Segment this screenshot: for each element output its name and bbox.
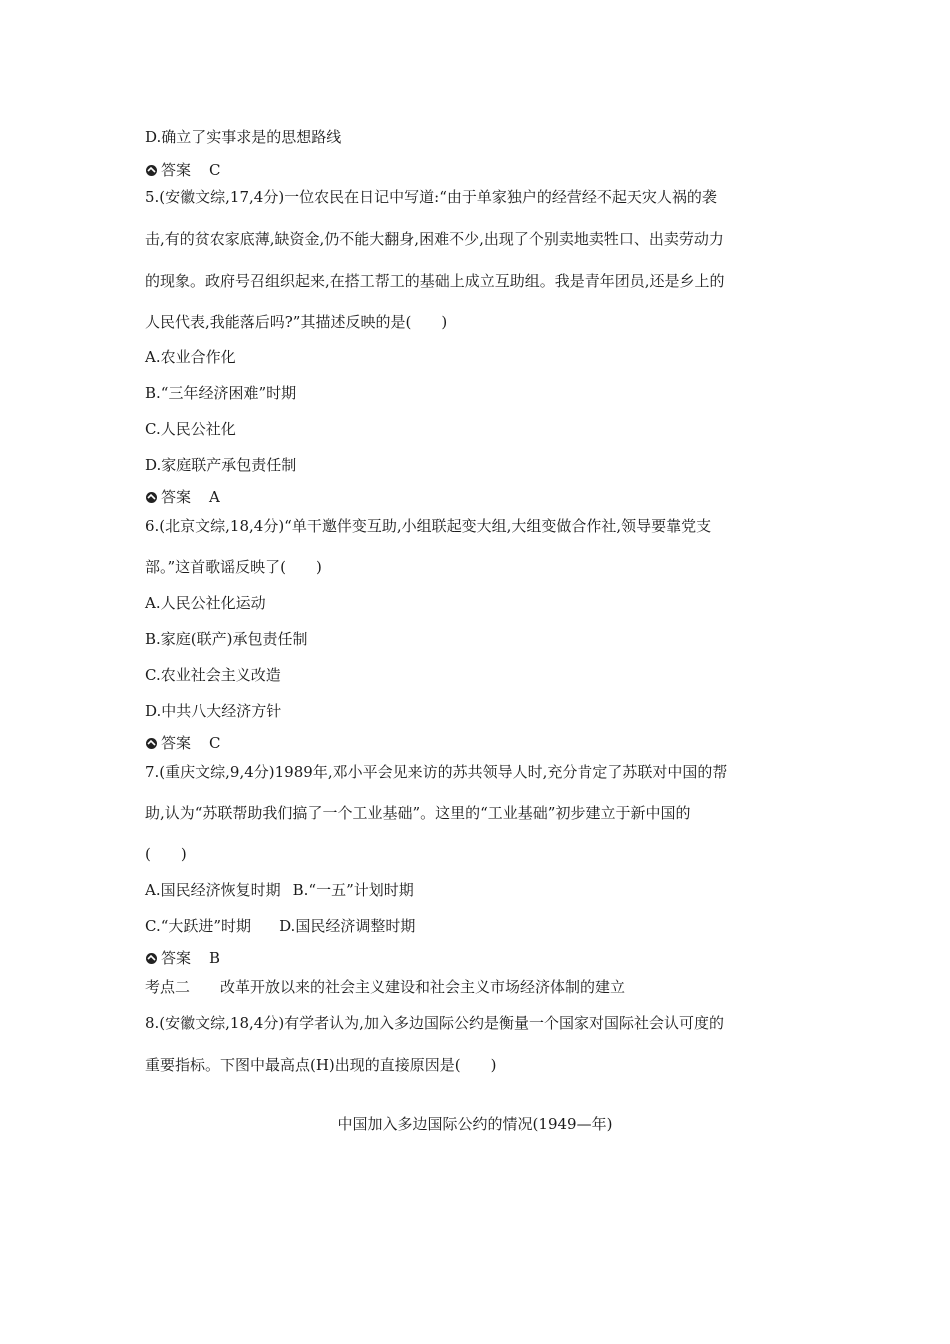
q6-stem-line-1: 6.(北京文综,18,4分)“单干邀伴变互助,小组联起变大组,大组变做合作社,领导要靠党支	[145, 517, 712, 535]
q7-stem-line-3: ( )	[145, 845, 187, 863]
q7-stem-line-2: 助,认为“苏联帮助我们搞了一个工业基础”。这里的“工业基础”初步建立于新中国的	[145, 804, 691, 822]
q7-option-a: A.国民经济恢复时期	[145, 881, 281, 899]
answer-label: 答案	[161, 161, 192, 179]
answer-marker-icon	[145, 164, 158, 177]
q5-option-d: D.家庭联产承包责任制	[145, 456, 297, 474]
answer-value: B	[209, 949, 221, 967]
q5-stem-line-2: 击,有的贫农家底薄,缺资金,仍不能大翻身,困难不少,出现了个别卖地卖牲口、出卖劳动力	[145, 230, 724, 248]
q4-option-d: D.确立了实事求是的思想路线	[145, 128, 342, 146]
q6-option-d: D.中共八大经济方针	[145, 702, 282, 720]
q7-option-c: C.“大跃进”时期	[145, 917, 252, 935]
q6-option-a: A.人民公社化运动	[145, 594, 266, 612]
answer-label: 答案	[161, 488, 192, 506]
q5-option-b: B.“三年经济困难”时期	[145, 384, 297, 402]
q5-stem-line-1: 5.(安徽文综,17,4分)一位农民在日记中写道:“由于单家独户的经营经不起天灾人祸的袭	[145, 188, 717, 206]
answer-value: C	[209, 734, 221, 752]
q8-stem-line-1: 8.(安徽文综,18,4分)有学者认为,加入多边国际公约是衡量一个国家对国际社会认可度的	[145, 1014, 724, 1032]
q6-answer	[145, 733, 221, 753]
q5-option-a: A.农业合作化	[145, 348, 236, 366]
q7-stem-line-1: 7.(重庆文综,9,4分)1989年,邓小平会见来访的苏共领导人时,充分肯定了苏联对中国的帮	[145, 763, 728, 781]
q5-stem-line-4: 人民代表,我能落后吗?”其描述反映的是( )	[145, 313, 448, 331]
answer-marker-icon	[145, 952, 158, 965]
q7-answer	[145, 948, 220, 968]
q6-stem-line-2: 部。”这首歌谣反映了( )	[145, 558, 322, 576]
figure-caption: 中国加入多边国际公约的情况(1949—年)	[337, 1115, 613, 1133]
q6-option-c: C.农业社会主义改造	[145, 666, 281, 684]
q8-stem-line-2: 重要指标。下图中最高点(H)出现的直接原因是( )	[145, 1056, 497, 1074]
q7-option-d: D.国民经济调整时期	[279, 917, 416, 935]
q7-option-b: B.“一五”计划时期	[292, 881, 414, 899]
q5-answer	[145, 487, 220, 507]
q5-option-c: C.人民公社化	[145, 420, 236, 438]
answer-label: 答案	[161, 949, 192, 967]
section-label: 考点二	[145, 978, 191, 996]
answer-value: A	[209, 488, 220, 506]
section-title: 改革开放以来的社会主义建设和社会主义市场经济体制的建立	[220, 978, 626, 996]
q7-options-row-1	[145, 880, 414, 900]
answer-marker-icon	[145, 491, 158, 504]
q7-options-row-2	[145, 916, 415, 936]
q4-answer	[145, 160, 221, 180]
section-heading	[145, 977, 625, 997]
q5-stem-line-3: 的现象。政府号召组织起来,在搭工帮工的基础上成立互助组。我是青年团员,还是乡上的	[145, 272, 725, 290]
answer-marker-icon	[145, 737, 158, 750]
answer-label: 答案	[161, 734, 192, 752]
answer-value: C	[209, 161, 221, 179]
q6-option-b: B.家庭(联产)承包责任制	[145, 630, 308, 648]
